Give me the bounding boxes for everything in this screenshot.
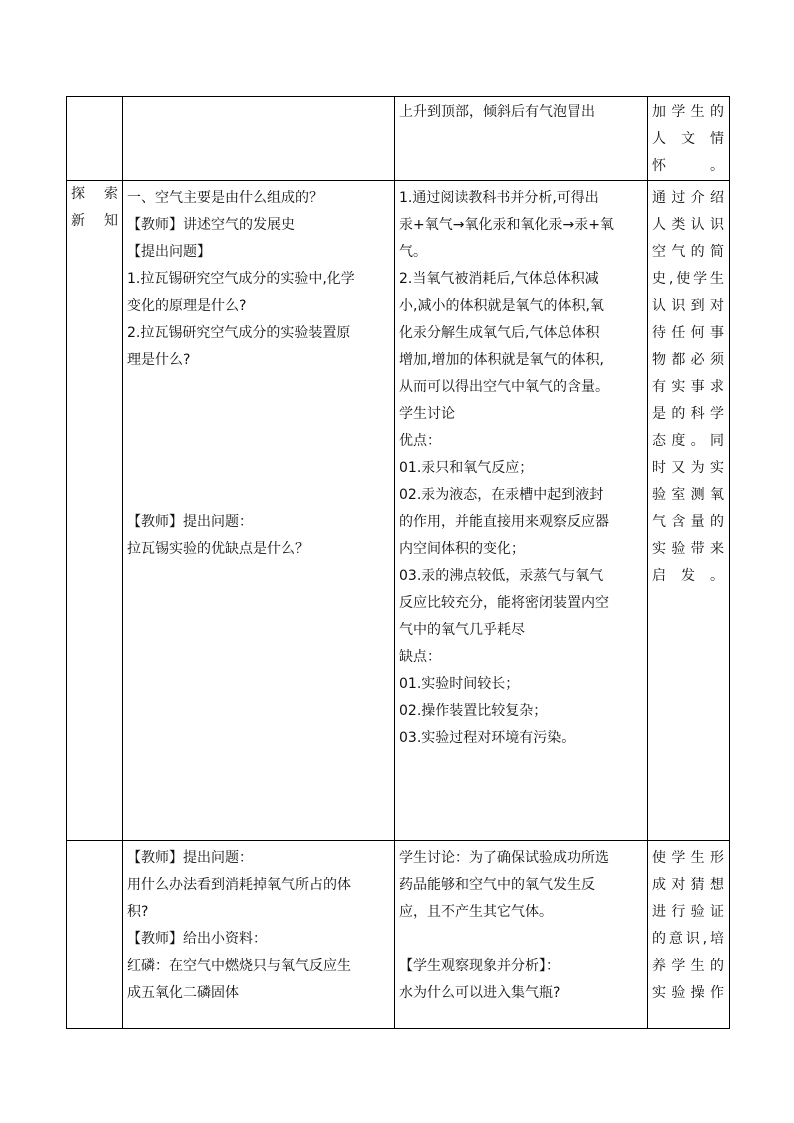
text-line: 02.汞为液态，在汞槽中起到液封 [399, 487, 604, 503]
text-line: 03.汞的沸点较低，汞蒸气与氧气 [399, 568, 604, 584]
text-line: 物都必须 [652, 352, 725, 368]
text-line: 拉瓦锡实验的优缺点是什么？ [127, 541, 309, 557]
text-line: 2.拉瓦锡研究空气成分的实验装置原 [127, 325, 351, 341]
text-line: 化汞分解生成氧气后,气体总体积 [399, 325, 600, 341]
text-line: 的意识,培 [652, 931, 725, 947]
text-line: 缺点： [399, 649, 441, 665]
text-line: 【教师】提出问题： [127, 850, 253, 866]
table-row [67, 181, 730, 841]
text-line: 水为什么可以进入集气瓶? [399, 985, 561, 1001]
stage-cell [67, 97, 123, 181]
text-line: 从而可以得出空气中氧气的含量。 [399, 379, 609, 395]
text-line: 2.当氧气被消耗后,气体总体积减 [399, 271, 599, 287]
text-line: 【教师】给出小资料： [127, 931, 267, 947]
text-line: 【提出问题】 [127, 244, 211, 260]
stage-label: 新知 [71, 213, 118, 229]
text-line: 【教师】提出问题： [127, 514, 253, 530]
text-line: 时又为实 [652, 460, 725, 476]
text-line: 认识到对 [652, 298, 725, 314]
text-line: 空气的简 [652, 244, 725, 260]
text-line: 汞+氧气→氧化汞和氧化汞→汞+氧 [399, 217, 614, 233]
teacher-activity-cell [123, 97, 395, 181]
text-line: 上升到顶部，倾斜后有气泡冒出 [399, 104, 595, 120]
text-line: 通过介绍 [652, 190, 725, 206]
text-line: 增加,增加的体积就是氧气的体积, [399, 352, 604, 368]
text-line: 内空间体积的变化； [399, 541, 525, 557]
text-line: 加学生的 [652, 104, 725, 120]
text-line: 验室测氧 [652, 487, 725, 503]
text-line: 的作用，并能直接用来观察反应器 [399, 514, 609, 530]
text-line: 反应比较充分，能将密闭装置内空 [399, 595, 609, 611]
text-line: 学生讨论：为了确保试验成功所选 [399, 850, 609, 866]
text-line: 【教师】讲述空气的发展史 [127, 217, 295, 233]
text-line: 1.通过阅读教科书并分析,可得出 [399, 190, 599, 206]
design-intent-cell [648, 841, 730, 1029]
text-line: 应，且不产生其它气体。 [399, 904, 553, 920]
text-line: 气含量的 [652, 514, 725, 530]
lesson-plan-table [66, 96, 730, 1029]
text-line: 红磷：在空气中燃烧只与氧气反应生 [127, 958, 351, 974]
teacher-activity-cell [123, 841, 395, 1029]
text-line: 01.实验时间较长； [399, 676, 520, 692]
text-line: 气。 [399, 244, 427, 260]
text-line: 学生讨论 [399, 406, 455, 422]
student-activity-cell [395, 97, 648, 181]
text-line: 养学生的 [652, 958, 725, 974]
table-row [67, 97, 730, 181]
text-line: 人文情怀。 [652, 131, 725, 174]
text-line: 积? [127, 904, 149, 920]
text-line: 有实事求 [652, 379, 725, 395]
text-line: 02.操作装置比较复杂； [399, 703, 548, 719]
text-line: 态度。同 [652, 433, 725, 449]
text-line: 一、空气主要是由什么组成的？ [127, 190, 323, 206]
student-activity-cell [395, 181, 648, 841]
text-line: 【学生观察现象并分析】： [399, 958, 560, 974]
stage-cell [67, 841, 123, 1029]
stage-cell [67, 181, 123, 841]
text-line: 成对猜想 [652, 877, 725, 893]
text-line: 气中的氧气几乎耗尽 [399, 622, 525, 638]
text-line: 变化的原理是什么? [127, 298, 247, 314]
text-line: 1.拉瓦锡研究空气成分的实验中,化学 [127, 271, 355, 287]
text-line: 人类认识 [652, 217, 725, 233]
text-line: 启发。 [652, 568, 725, 584]
text-line: 理是什么? [127, 352, 191, 368]
text-line: 01.汞只和氧气反应； [399, 460, 534, 476]
text-line: 实验操作 [652, 985, 725, 1001]
text-line: 实验带来 [652, 541, 725, 557]
text-line: 用什么办法看到消耗掉氧气所占的体 [127, 877, 351, 893]
stage-label: 探 索 [71, 186, 118, 202]
text-line: 药品能够和空气中的氧气发生反 [399, 877, 595, 893]
text-line: 成五氧化二磷固体 [127, 985, 239, 1001]
teacher-activity-cell [123, 181, 395, 841]
text-line: 使学生形 [652, 850, 725, 866]
text-line: 是的科学 [652, 406, 725, 422]
text-line: 史,使学生 [652, 271, 725, 287]
student-activity-cell [395, 841, 648, 1029]
design-intent-cell [648, 181, 730, 841]
text-line: 03.实验过程对环境有污染。 [399, 730, 576, 746]
design-intent-cell [648, 97, 730, 181]
text-line: 待任何事 [652, 325, 725, 341]
text-line: 优点： [399, 433, 441, 449]
text-line: 小,减小的体积就是氧气的体积,氧 [399, 298, 604, 314]
text-line: 进行验证 [652, 904, 725, 920]
table-row [67, 841, 730, 1029]
